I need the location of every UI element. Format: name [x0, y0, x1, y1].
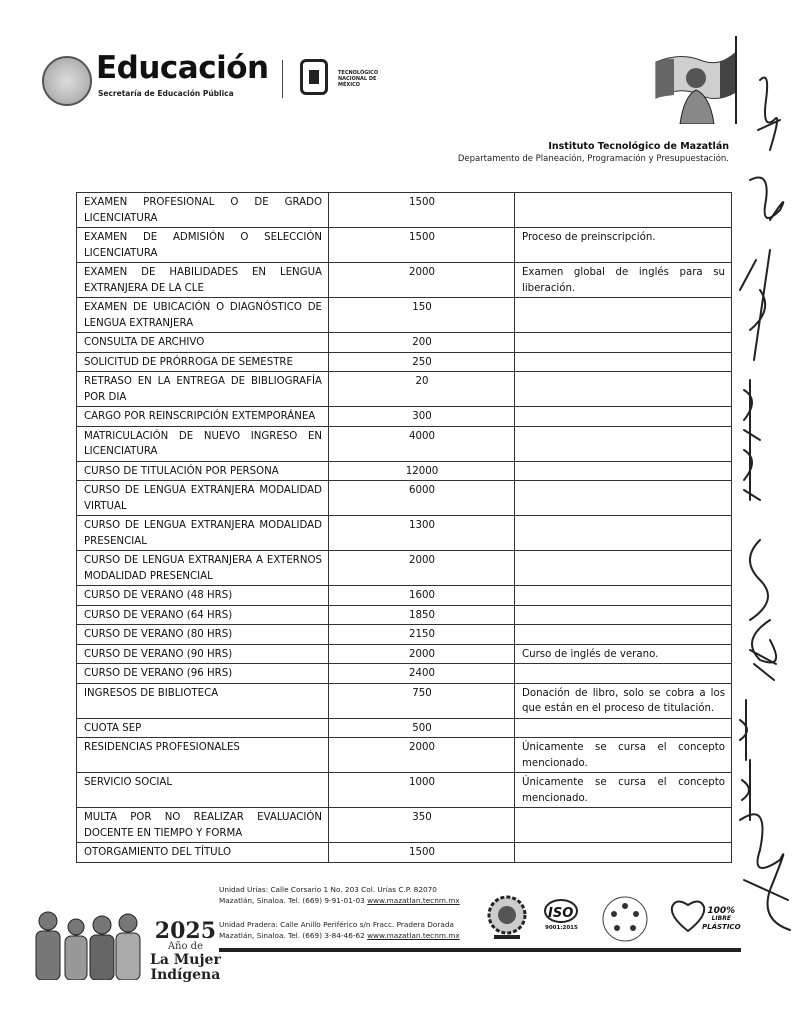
fee-row — [77, 263, 732, 298]
address-pradera — [219, 919, 460, 941]
brand-subtitle: Secretaría de Educación Pública — [98, 89, 234, 98]
concept-cell: CURSO DE VERANO (64 HRS) — [77, 605, 329, 625]
concept-cell: CONSULTA DE ARCHIVO — [77, 333, 329, 353]
fee-row — [77, 683, 732, 718]
amount-cell: 300 — [329, 407, 515, 427]
note-cell: Proceso de preinscripción. — [515, 228, 732, 263]
tecnm-logo-icon — [300, 59, 328, 95]
amount-cell: 350 — [329, 808, 515, 843]
logo-divider — [282, 60, 283, 98]
margin-name-text: ELVIRA MA. BAREON — [730, 60, 741, 61]
fee-row — [77, 407, 732, 427]
concept-cell: CURSO DE VERANO (80 HRS) — [77, 625, 329, 645]
note-cell: Únicamente se cursa el concepto mencionado. — [515, 738, 732, 773]
fee-row — [77, 738, 732, 773]
amount-cell: 12000 — [329, 461, 515, 481]
mexico-coat-of-arms-seal — [42, 56, 92, 106]
fee-row — [77, 516, 732, 551]
concept-cell: SERVICIO SOCIAL — [77, 773, 329, 808]
concept-cell: MULTA POR NO REALIZAR EVALUACIÓN DOCENTE EN TIEMPO Y FORMA — [77, 808, 329, 843]
note-cell — [515, 298, 732, 333]
indigenous-women-illustration — [28, 905, 148, 980]
concept-cell: CURSO DE LENGUA EXTRANJERA MODALIDAD VIRTUAL — [77, 481, 329, 516]
institute-block — [458, 141, 729, 164]
note-cell — [515, 586, 732, 606]
note-cell — [515, 193, 732, 228]
concept-cell: RETRASO EN LA ENTREGA DE BIBLIOGRAFÍA POR DIA — [77, 372, 329, 407]
fee-row — [77, 808, 732, 843]
amount-cell: 2150 — [329, 625, 515, 645]
concept-cell: CURSO DE LENGUA EXTRANJERA MODALIDAD PRESENCIAL — [77, 516, 329, 551]
note-cell: Donación de libro, solo se cobra a los que están en el proceso de titulación. — [515, 683, 732, 718]
amount-cell: 1500 — [329, 228, 515, 263]
brand-title: Educación — [96, 50, 269, 86]
amount-cell: 2000 — [329, 263, 515, 298]
fee-row — [77, 298, 732, 333]
fee-table — [76, 192, 732, 863]
note-cell — [515, 808, 732, 843]
concept-cell: INGRESOS DE BIBLIOTECA — [77, 683, 329, 718]
concept-cell: SOLICITUD DE PRÓRROGA DE SEMESTRE — [77, 352, 329, 372]
amount-cell: 4000 — [329, 426, 515, 461]
website-link[interactable]: www.mazatlan.tecnm.mx — [367, 931, 460, 940]
concept-cell: RESIDENCIAS PROFESIONALES — [77, 738, 329, 773]
plastic-line-1: LIBRE — [711, 915, 731, 922]
department-name: Departamento de Planeación, Programación y Presupuestación. — [457, 154, 729, 164]
note-cell — [515, 605, 732, 625]
amount-cell: 750 — [329, 683, 515, 718]
amount-cell: 1600 — [329, 586, 515, 606]
fee-row — [77, 461, 732, 481]
amount-cell: 500 — [329, 718, 515, 738]
note-cell: Únicamente se cursa el concepto mencionado. — [515, 773, 732, 808]
concept-cell: EXAMEN DE UBICACIÓN O DIAGNÓSTICO DE LENGUA EXTRANJERA — [77, 298, 329, 333]
flag-woman-illustration — [650, 32, 740, 124]
institute-emblem-icon — [486, 893, 528, 941]
iso-standard: 9001:2015 — [545, 925, 578, 931]
gender-equality-seal-icon — [600, 894, 650, 944]
fee-row — [77, 586, 732, 606]
concept-cell: MATRICULACIÓN DE NUEVO INGRESO EN LICENCIATURA — [77, 426, 329, 461]
concept-cell: CURSO DE VERANO (90 HRS) — [77, 644, 329, 664]
amount-cell: 150 — [329, 298, 515, 333]
year-line-2: La Mujer — [150, 952, 221, 968]
note-cell — [515, 407, 732, 427]
fee-row — [77, 372, 732, 407]
note-cell — [515, 481, 732, 516]
fee-row — [77, 644, 732, 664]
note-cell — [515, 664, 732, 684]
concept-cell: CARGO POR REINSCRIPCIÓN EXTEMPORÁNEA — [77, 407, 329, 427]
fee-row — [77, 773, 732, 808]
concept-cell: EXAMEN PROFESIONAL O DE GRADO LICENCIATURA — [77, 193, 329, 228]
amount-cell: 1500 — [329, 843, 515, 863]
concept-cell: CUOTA SEP — [77, 718, 329, 738]
note-cell — [515, 333, 732, 353]
margin-signatures — [730, 60, 800, 940]
website-link[interactable]: www.mazatlan.tecnm.mx — [367, 896, 460, 905]
fee-row — [77, 718, 732, 738]
amount-cell: 1000 — [329, 773, 515, 808]
concept-cell: EXAMEN DE HABILIDADES EN LENGUA EXTRANJERA DE LA CLE — [77, 263, 329, 298]
fee-row — [77, 664, 732, 684]
institute-name: Instituto Tecnológico de Mazatlán — [548, 141, 729, 152]
amount-cell: 20 — [329, 372, 515, 407]
note-cell — [515, 843, 732, 863]
concept-cell: CURSO DE LENGUA EXTRANJERA A EXTERNOS MODALIDAD PRESENCIAL — [77, 551, 329, 586]
note-cell — [515, 718, 732, 738]
year-line-3: Indígena — [150, 967, 221, 983]
address-urias-line-1: Unidad Urías: Calle Corsario 1 No. 203 Col. Urías C.P. 82070 — [219, 885, 437, 894]
footer-divider-bar — [219, 948, 741, 952]
fee-row — [77, 843, 732, 863]
amount-cell: 2000 — [329, 551, 515, 586]
year-line-1: Año de — [167, 941, 203, 952]
amount-cell: 2400 — [329, 664, 515, 684]
note-cell — [515, 426, 732, 461]
note-cell — [515, 625, 732, 645]
fee-row — [77, 551, 732, 586]
fee-row — [77, 426, 732, 461]
amount-cell: 2000 — [329, 644, 515, 664]
fee-table-body — [77, 193, 732, 863]
note-cell — [515, 372, 732, 407]
fee-row — [77, 625, 732, 645]
amount-cell: 200 — [329, 333, 515, 353]
fee-row — [77, 352, 732, 372]
concept-cell: EXAMEN DE ADMISIÓN O SELECCIÓN LICENCIATURA — [77, 228, 329, 263]
tecnm-logo-text: TECNOLÓGICO NACIONAL DE MÉXICO — [338, 70, 379, 88]
address-urias — [219, 884, 460, 906]
note-cell — [515, 352, 732, 372]
fee-row — [77, 228, 732, 263]
fee-row — [77, 481, 732, 516]
amount-cell: 1300 — [329, 516, 515, 551]
plastic-percent: 100% — [707, 906, 736, 916]
address-pradera-line-1: Unidad Pradera: Calle Anillo Periférico s/n Fracc. Pradera Dorada — [219, 920, 454, 929]
address-urias-line-2: Mazatlán, Sinaloa. Tel. (669) 9-91-01-03 — [219, 896, 368, 905]
plastic-line-2: PLÁSTICO — [702, 923, 741, 931]
concept-cell: CURSO DE VERANO (48 HRS) — [77, 586, 329, 606]
fee-row — [77, 333, 732, 353]
year-of-indigenous-woman — [150, 920, 221, 982]
amount-cell: 6000 — [329, 481, 515, 516]
plastic-free-label — [702, 907, 741, 931]
amount-cell: 1500 — [329, 193, 515, 228]
iso-label: ISO — [548, 906, 574, 921]
note-cell: Examen global de inglés para su liberación. — [515, 263, 732, 298]
year-number: 2025 — [154, 918, 217, 944]
note-cell — [515, 516, 732, 551]
address-pradera-line-2: Mazatlán, Sinaloa. Tel. (669) 3-84-46-62 — [219, 931, 368, 940]
amount-cell: 2000 — [329, 738, 515, 773]
fee-row — [77, 605, 732, 625]
note-cell — [515, 551, 732, 586]
note-cell: Curso de inglés de verano. — [515, 644, 732, 664]
amount-cell: 1850 — [329, 605, 515, 625]
amount-cell: 250 — [329, 352, 515, 372]
note-cell — [515, 461, 732, 481]
fee-row — [77, 193, 732, 228]
concept-cell: CURSO DE TITULACIÓN POR PERSONA — [77, 461, 329, 481]
concept-cell: CURSO DE VERANO (96 HRS) — [77, 664, 329, 684]
concept-cell: OTORGAMIENTO DEL TÍTULO — [77, 843, 329, 863]
